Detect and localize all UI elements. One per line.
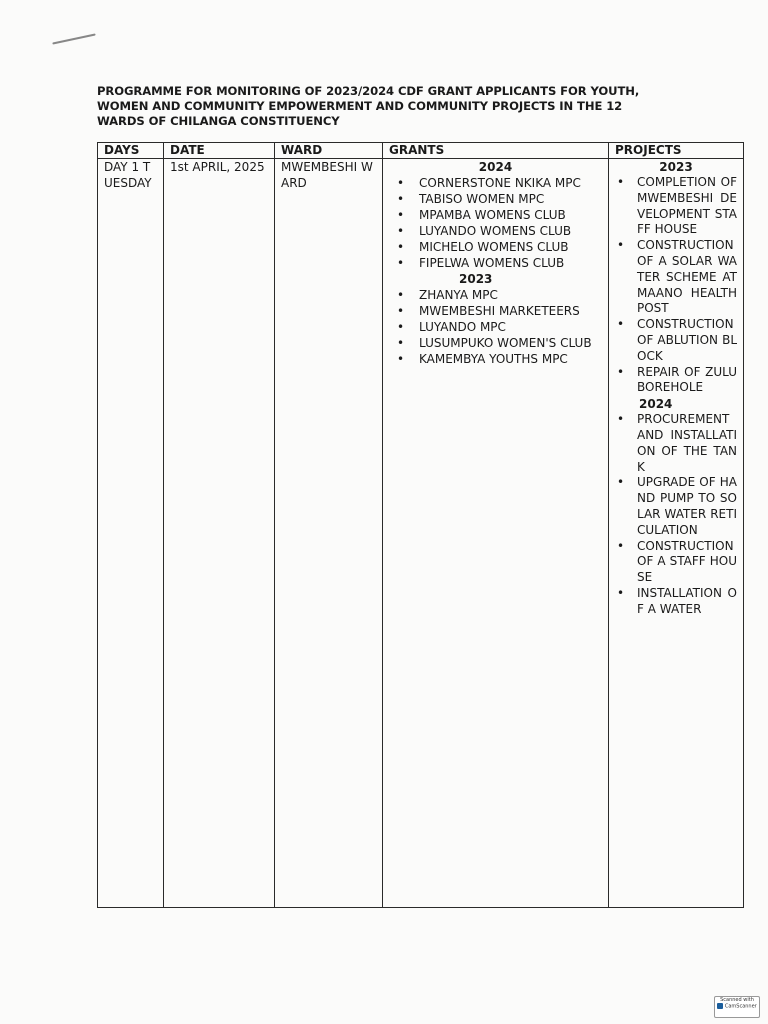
cell-grants: [383, 159, 609, 908]
badge-caption: Scanned with: [720, 997, 754, 1003]
grant-list-item: • MWEMBESHI MARKETEERS: [419, 303, 602, 319]
grants-list-2023: [389, 287, 602, 367]
camscanner-logo-icon: [717, 1003, 723, 1009]
grants-list-2024: [389, 175, 602, 271]
project-list-item: • CONSTRUCTION OF ABLUTION BLOCK: [637, 317, 737, 364]
grant-list-item: • ZHANYA MPC: [419, 287, 602, 303]
header-days: DAYS: [98, 143, 164, 159]
project-list-item: • PROCUREMENT AND INSTALLATION OF THE TANK: [637, 412, 737, 475]
header-grants: GRANTS: [383, 143, 609, 159]
table-row: [98, 159, 744, 908]
pen-mark: [52, 33, 95, 44]
cell-projects: [609, 159, 744, 908]
grant-list-item: • MICHELO WOMENS CLUB: [419, 239, 602, 255]
project-list-item: • REPAIR OF ZULU BOREHOLE: [637, 365, 737, 397]
project-list-item: • UPGRADE OF HAND PUMP TO SOLAR WATER RETICULATION: [637, 475, 737, 538]
cell-ward: MWEMBESHI WARD: [275, 159, 383, 908]
grant-list-item: • LUYANDO MPC: [419, 319, 602, 335]
projects-list-2024: [615, 412, 737, 617]
title-line-3: WARDS OF CHILANGA CONSTITUENCY: [97, 114, 340, 128]
document-title: [97, 84, 717, 129]
grant-list-item: • LUSUMPUKO WOMEN'S CLUB: [419, 335, 602, 351]
project-list-item: • COMPLETION OF MWEMBESHI DEVELOPMENT STAFF HOUSE: [637, 175, 737, 238]
cell-days: DAY 1 TUESDAY: [98, 159, 164, 908]
cell-date: 1st APRIL, 2025: [164, 159, 275, 908]
grants-year-2024: 2024: [478, 160, 513, 174]
grant-list-item: • KAMEMBYA YOUTHS MPC: [419, 351, 602, 367]
grant-list-item: • CORNERSTONE NKIKA MPC: [419, 175, 602, 191]
grant-list-item: • TABISO WOMEN MPC: [419, 191, 602, 207]
badge-brand: CamScanner: [724, 1003, 757, 1010]
table-header-row: [98, 143, 744, 159]
header-ward: WARD: [275, 143, 383, 159]
grant-list-item: • LUYANDO WOMENS CLUB: [419, 223, 602, 239]
grants-year-2023: 2023: [459, 272, 493, 286]
header-projects: PROJECTS: [609, 143, 744, 159]
projects-year-2023: 2023: [659, 160, 693, 174]
project-list-item: • CONSTRUCTION OF A SOLAR WATER SCHEME AT MAANO HEALTHPOST: [637, 238, 737, 317]
grant-list-item: • MPAMBA WOMENS CLUB: [419, 207, 602, 223]
camscanner-badge: [714, 996, 760, 1018]
project-list-item: • CONSTRUCTION OF A STAFF HOUSE: [637, 539, 737, 586]
project-list-item: • INSTALLATION OF A WATER: [637, 586, 737, 618]
projects-year-2024: 2024: [639, 397, 673, 412]
grant-list-item: • FIPELWA WOMENS CLUB: [419, 255, 602, 271]
monitoring-programme-table: [97, 142, 744, 908]
projects-list-2023: [615, 175, 737, 396]
title-line-1: PROGRAMME FOR MONITORING OF 2023/2024 CDF GRANT APPLICANTS FOR YOUTH,: [97, 84, 640, 98]
header-date: DATE: [164, 143, 275, 159]
title-line-2: WOMEN AND COMMUNITY EMPOWERMENT AND COMMUNITY PROJECTS IN THE 12: [97, 99, 623, 113]
